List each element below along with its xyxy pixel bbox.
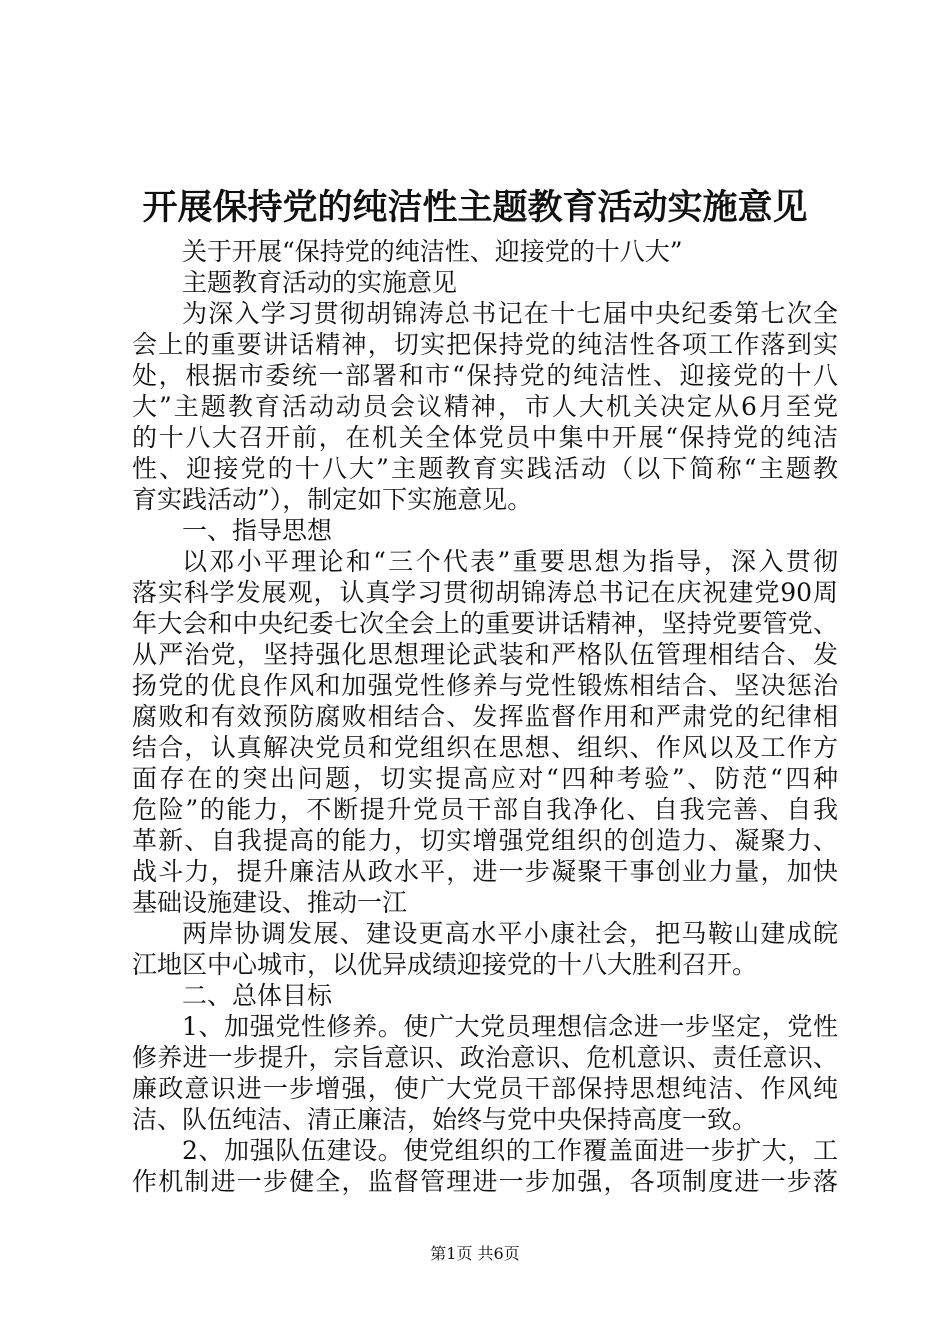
paragraph-line: 战斗力，提升廉洁从政水平，进一步凝聚干事创业力量，加快 (132, 857, 838, 886)
paragraph-line: 2、加强队伍建设。使党组织的工作覆盖面进一步扩大，工 (182, 1136, 838, 1165)
paragraph-line: 以邓小平理论和“三个代表”重要思想为指导，深入贯彻 (182, 547, 838, 576)
paragraph-line: 扬党的优良作风和加强党性修养与党性锻炼相结合、坚决惩治 (132, 671, 838, 700)
paragraph-line: 1、加强党性修养。使广大党员理想信念进一步坚定，党性 (182, 1012, 838, 1041)
paragraph-line: 会上的重要讲话精神，切实把保持党的纯洁性各项工作落到实 (132, 330, 838, 359)
paragraph-line: 江地区中心城市，以优异成绩迎接党的十八大胜利召开。 (132, 950, 758, 979)
section-heading: 一、指导思想 (182, 516, 333, 545)
document-body (132, 236, 838, 1197)
subtitle-line: 关于开展“保持党的纯洁性、迎接党的十八大” (182, 237, 683, 266)
paragraph-line: 处，根据市委统一部署和市“保持党的纯洁性、迎接党的十八 (132, 361, 838, 390)
paragraph-line: 修养进一步提升，宗旨意识、政治意识、危机意识、责任意识、 (132, 1043, 838, 1072)
paragraph-line: 作机制进一步健全，监督管理进一步加强，各项制度进一步落 (132, 1167, 838, 1196)
paragraph-line: 洁、队伍纯洁、清正廉洁，始终与党中央保持高度一致。 (132, 1105, 758, 1134)
paragraph-line: 廉政意识进一步增强，使广大党员干部保持思想纯洁、作风纯 (132, 1074, 838, 1103)
paragraph-line: 落实科学发展观，认真学习贯彻胡锦涛总书记在庆祝建党90周 (132, 578, 838, 607)
subtitle-line: 主题教育活动的实施意见 (182, 268, 458, 297)
paragraph-line: 腐败和有效预防腐败相结合、发挥监督作用和严肃党的纪律相 (132, 702, 838, 731)
paragraph-line: 基础设施建设、推动一江 (132, 888, 408, 917)
paragraph-line: 危险”的能力，不断提升党员干部自我净化、自我完善、自我 (132, 795, 838, 824)
page-footer: 第1页 共6页 (430, 1244, 520, 1263)
document-title: 开展保持党的纯洁性主题教育活动实施意见 (142, 187, 808, 228)
paragraph-line: 面存在的突出问题，切实提高应对“四种考验”、防范“四种 (132, 764, 838, 793)
paragraph-line: 革新、自我提高的能力，切实增强党组织的创造力、凝聚力、 (132, 826, 838, 855)
paragraph-line: 的十八大召开前，在机关全体党员中集中开展“保持党的纯洁 (132, 423, 838, 452)
section-heading: 二、总体目标 (182, 981, 333, 1010)
paragraph-line: 育实践活动”），制定如下实施意见。 (132, 485, 533, 514)
paragraph-line: 为深入学习贯彻胡锦涛总书记在十七届中央纪委第七次全 (182, 299, 838, 328)
paragraph-line: 结合，认真解决党员和党组织在思想、组织、作风以及工作方 (132, 733, 838, 762)
paragraph-line: 两岸协调发展、建设更高水平小康社会，把马鞍山建成皖 (182, 919, 838, 948)
paragraph-line: 性、迎接党的十八大”主题教育实践活动（以下简称“主题教 (132, 454, 838, 483)
paragraph-line: 从严治党，坚持强化思想理论武装和严格队伍管理相结合、发 (132, 640, 838, 669)
paragraph-line: 年大会和中央纪委七次全会上的重要讲话精神，坚持党要管党、 (132, 609, 838, 638)
paragraph-line: 大”主题教育活动动员会议精神，市人大机关决定从6月至党 (132, 392, 838, 421)
